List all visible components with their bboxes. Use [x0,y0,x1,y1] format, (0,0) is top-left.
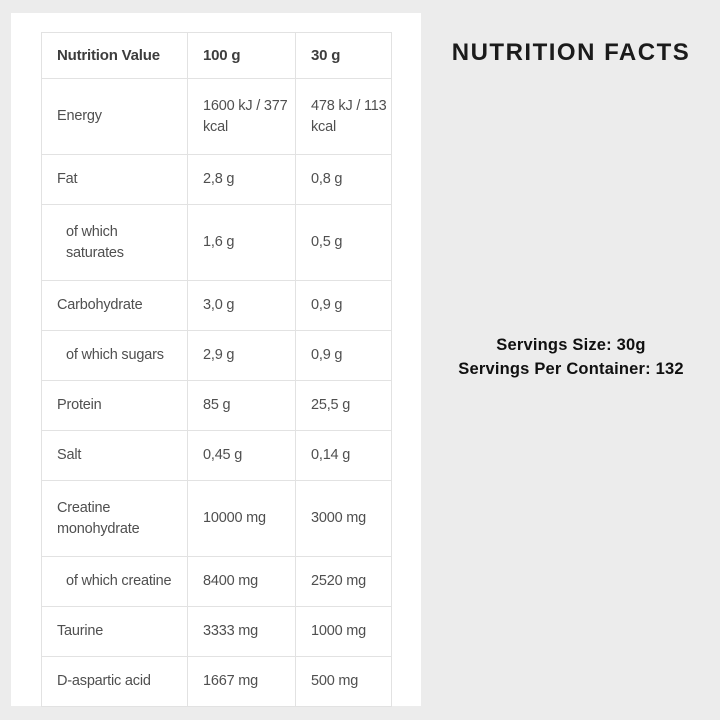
nutrition-table [41,32,392,707]
servings-per-container-text: Servings Per Container: 132 [458,360,684,378]
value-per-30g: 0,5 g [296,205,392,281]
value-per-100g: 1,6 g [188,205,296,281]
value-per-30g: 2520 mg [296,557,392,607]
value-per-100g: 1667 mg [188,657,296,707]
nutrient-label: Fat [42,155,188,205]
right-panel [422,0,720,720]
value-per-30g: 3000 mg [296,481,392,557]
value-per-30g: 0,9 g [296,331,392,381]
nutrient-label: D-aspartic acid [42,657,188,707]
nutrient-label: Carbohydrate [42,281,188,331]
value-per-30g: 25,5 g [296,381,392,431]
nutrient-label: Salt [42,431,188,481]
value-per-100g: 2,9 g [188,331,296,381]
value-per-100g: 0,45 g [188,431,296,481]
nutrition-table-card [11,13,421,706]
table-row [42,205,392,281]
servings-info [422,333,720,381]
table-row [42,281,392,331]
table-header-row [42,33,392,79]
value-per-100g: 8400 mg [188,557,296,607]
table-row [42,431,392,481]
value-per-100g: 10000 mg [188,481,296,557]
value-per-30g: 500 mg [296,657,392,707]
table-row [42,155,392,205]
table-row [42,331,392,381]
value-per-30g: 1000 mg [296,607,392,657]
value-per-100g: 2,8 g [188,155,296,205]
col-header-nutrition-value: Nutrition Value [42,33,188,79]
table-row [42,481,392,557]
value-per-100g: 1600 kJ / 377 kcal [188,79,296,155]
value-per-30g: 0,9 g [296,281,392,331]
value-per-100g: 85 g [188,381,296,431]
table-row [42,79,392,155]
nutrient-label: Energy [42,79,188,155]
value-per-30g: 0,8 g [296,155,392,205]
nutrient-label: Taurine [42,607,188,657]
table-row [42,607,392,657]
value-per-100g: 3,0 g [188,281,296,331]
table-row [42,381,392,431]
nutrient-label: of which creatine [42,557,188,607]
table-row [42,557,392,607]
table-row [42,657,392,707]
nutrient-label: Protein [42,381,188,431]
col-header-100g: 100 g [188,33,296,79]
value-per-30g: 478 kJ / 113 kcal [296,79,392,155]
col-header-30g: 30 g [296,33,392,79]
nutrient-label: Creatine monohydrate [42,481,188,557]
nutrient-label: of which sugars [42,331,188,381]
value-per-30g: 0,14 g [296,431,392,481]
value-per-100g: 3333 mg [188,607,296,657]
page-title: NUTRITION FACTS [451,39,691,66]
nutrient-label: of which saturates [42,205,188,281]
servings-size-text: Servings Size: 30g [496,336,646,354]
